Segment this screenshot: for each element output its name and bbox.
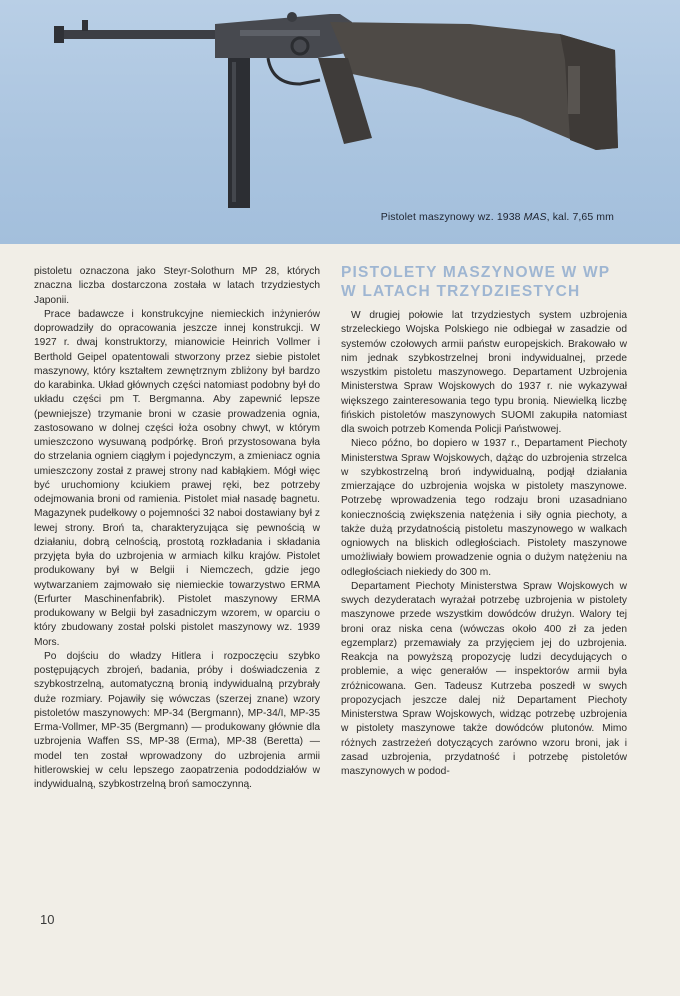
photo-caption: Pistolet maszynowy wz. 1938 MAS, kal. 7,65 mm [380, 211, 614, 223]
paragraph: Po dojściu do władzy Hitlera i rozpoczęciu szybko postępujących zbrojeń, badania, próby i doświadczenia z szybkostrzelną, automatyczną bronią indywidualną przybrały duże rozmiary. Pojawiły się wówczas (szerzej znane) wzory pistoletów maszynowych: MP-34 (Bergmann), MP-34/I, MP-35 Erma-Vollmer, MP-35 (Bergmann) — produkowany głównie dla uzbrojenia Waffen SS, MP-38 (Erma), MP-38 (Beretta) — model ten został wprowadzony do uzbrojenia armii hitlerowskiej w celu lepszego zaopatrzenia pododdziałów w indywidualną, szybkostrzelną broń samoczynną. [34, 650, 320, 790]
front-sight [82, 20, 88, 31]
section-heading: PISTOLETY MASZYNOWE W WP W LATACH TRZYDZIESTYCH [341, 264, 611, 300]
left-column [34, 265, 320, 792]
page-number: 10 [40, 912, 55, 927]
gun-barrel [58, 30, 228, 39]
paragraph: Nieco późno, bo dopiero w 1937 r., Departament Piechoty Ministerstwa Spraw Wojskowych, dążąc do uzbrojenia strzelca w szybkostrzelną broń indywidualną, podjął działania zmierzające do uzbrojenia wojska w pistolety maszynowe. Potrzebę wprowadzenia tego rodzaju broni uzasadniano koniecznością zwiększenia natężenia i siły ognia piechoty, a także dużą przydatnością pistoletu maszynowego w walkach ogniowych na bliskich odległościach. Pistolety maszynowe umożliwiały bowiem prowadzenie ognia o dużym natężeniu na odległościach niekiedy do 300 m. [341, 438, 627, 578]
submachine-gun-illustration [0, 0, 680, 244]
paragraph: Prace badawcze i konstrukcyjne niemieckich inżynierów doprowadziły do opracowania jeszcze innej konstrukcji. W 1927 r. dwaj konstruktorzy, mianowicie Heinrich Vollmer i Berthold Geipel opatentowali stworzony przez siebie pistolet maszynowy, który kształtem zewnętrznym zbliżony był bardzo do karabinka. Układ głównych części natomiast podobny był do układu części pm T. Bergmanna. Aby zapewnić lepsze (pewniejsze) trzymanie broni w czasie prowadzenia ognia, zastosowano w dolnej części łoża osobny chwyt, w którym umieszczono wysuwaną podpórkę. Broń przystosowana była do strzelania ogniem ciągłym i pojedynczym, a zmieniacz ognia umieszczony został z prawej strony nad kabłąkiem. Mógł więc być uruchomiony kciukiem prawej ręki, bez potrzeby odejmowania broni od ramienia. Pistolet miał nasadę bagnetu. Magazynek pudełkowy o pojemności 32 naboi dostawiany był z lewej strony. Broń ta, charakteryzująca się pewnością w działaniu, dobrą celnością, prostotą rozkładania i składania przyjęta była do uzbrojenia w armiach kilku krajów. Pistolet produkowany był w Belgii i Niemczech, gdzie jego wytwarzaniem zajmowało się niemieckie towarzystwo ERMA (Erfurter Maschinenfabrik). Pistolet maszynowy ERMA produkowany w Belgii był zasadniczym wzorem, w oparciu o który zbudowany został polski pistolet maszynowy wz. 1939 Mors. [34, 308, 320, 648]
paragraph: Departament Piechoty Ministerstwa Spraw Wojskowych w swych dezyderatach wyrażał potrzebę uzbrojenia w pistolety maszynowe przede wszystkim dowódców drużyn. Walory tej broni oraz niska cena (wówczas około 400 zł za jeden egzemplarz) przemawiały za przyjęciem jej do uzbrojenia. Reakcja na powyższą propozycję ludzi decydujących o problemie, a więc generałów — inspektorów armii była zróżnicowana. Gen. Tadeusz Kutrzeba poszedł w swych propozycjach jeszcze dalej niż Departament Piechoty Ministerstwa Spraw Wojskowych, widząc potrzebę uzbrojenia w pistolety maszynowe także dowódców plutonów. Mimo różnych zastrzeżeń dotyczących zarówno wzoru broni, jak i zasad uzbrojenia, przydatność i potrzebę pistoletów maszynowych w podod- [341, 580, 627, 777]
right-column [341, 263, 627, 779]
magazine [228, 58, 250, 208]
paragraph: W drugiej połowie lat trzydziestych system uzbrojenia strzeleckiego Wojska Polskiego nie odbiegał w zasadzie od systemów czołowych armii państw europejskich. Brakowało w nim jednak szybkostrzelnej broni indywidualnej, przede wszystkim pistoletu maszynowego. Departament Uzbrojenia Ministerstwa Spraw Wojskowych do 1937 r. nie wykazywał większego zainteresowania tego typu bronią. Niewielką liczbę fińskich pistoletów maszynowych SUOMI zakupiła natomiast dla swoich potrzeb Komenda Policji Państwowej. [341, 310, 627, 435]
trigger-guard [268, 58, 320, 84]
weapon-photo [0, 0, 680, 244]
paragraph: pistoletu oznaczona jako Steyr-Solothurn MP 28, których znaczna liczba dostarczona została w latach trzydziestych Japonii. [34, 266, 320, 306]
